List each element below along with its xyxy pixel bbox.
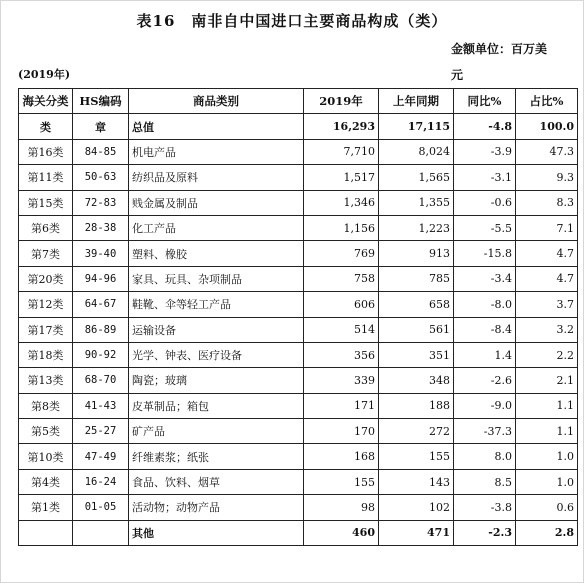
value-yoy: -3.1 — [454, 165, 516, 190]
table-row — [19, 139, 578, 164]
hs-code: 90-92 — [73, 342, 129, 367]
total-col1: 类 — [19, 114, 73, 139]
category-name: 鞋靴、伞等轻工产品 — [129, 292, 304, 317]
value-prev: 1,223 — [379, 215, 454, 240]
other-category: 其他 — [129, 520, 304, 545]
class-code: 第20类 — [19, 266, 73, 291]
value-share: 4.7 — [516, 266, 578, 291]
value-yoy: -9.0 — [454, 393, 516, 418]
hs-code: 01-05 — [73, 495, 129, 520]
hs-code: 68-70 — [73, 368, 129, 393]
header-category: 商品类别 — [129, 89, 304, 114]
value-yoy: -3.8 — [454, 495, 516, 520]
value-2019: 155 — [304, 469, 379, 494]
header-yoy: 同比% — [454, 89, 516, 114]
value-share: 9.3 — [516, 165, 578, 190]
category-name: 活动物；动物产品 — [129, 495, 304, 520]
value-share: 1.1 — [516, 419, 578, 444]
total-prev: 17,115 — [379, 114, 454, 139]
total-row — [19, 114, 578, 139]
class-code: 第15类 — [19, 190, 73, 215]
category-name: 陶瓷；玻璃 — [129, 368, 304, 393]
category-name: 矿产品 — [129, 419, 304, 444]
table-row — [19, 292, 578, 317]
table-row — [19, 495, 578, 520]
category-name: 贱金属及制品 — [129, 190, 304, 215]
value-prev: 913 — [379, 241, 454, 266]
value-2019: 758 — [304, 266, 379, 291]
value-2019: 1,517 — [304, 165, 379, 190]
value-prev: 561 — [379, 317, 454, 342]
value-2019: 168 — [304, 444, 379, 469]
value-prev: 188 — [379, 393, 454, 418]
other-hs — [73, 520, 129, 545]
other-2019: 460 — [304, 520, 379, 545]
value-prev: 1,565 — [379, 165, 454, 190]
value-yoy: -3.9 — [454, 139, 516, 164]
class-code: 第1类 — [19, 495, 73, 520]
hs-code: 25-27 — [73, 419, 129, 444]
value-2019: 1,346 — [304, 190, 379, 215]
value-share: 3.2 — [516, 317, 578, 342]
hs-code: 41-43 — [73, 393, 129, 418]
value-share: 3.7 — [516, 292, 578, 317]
value-share: 0.6 — [516, 495, 578, 520]
hs-code: 64-67 — [73, 292, 129, 317]
class-code: 第10类 — [19, 444, 73, 469]
category-name: 纤维素浆；纸张 — [129, 444, 304, 469]
header-2019: 2019年 — [304, 89, 379, 114]
table-row — [19, 215, 578, 240]
class-code: 第13类 — [19, 368, 73, 393]
value-share: 7.1 — [516, 215, 578, 240]
table-row — [19, 190, 578, 215]
value-prev: 351 — [379, 342, 454, 367]
value-yoy: 1.4 — [454, 342, 516, 367]
category-name: 光学、钟表、医疗设备 — [129, 342, 304, 367]
value-prev: 348 — [379, 368, 454, 393]
header-share: 占比% — [516, 89, 578, 114]
value-yoy: 8.5 — [454, 469, 516, 494]
value-share: 1.1 — [516, 393, 578, 418]
value-share: 2.1 — [516, 368, 578, 393]
table-row — [19, 165, 578, 190]
value-yoy: -15.8 — [454, 241, 516, 266]
value-2019: 171 — [304, 393, 379, 418]
category-name: 运输设备 — [129, 317, 304, 342]
value-prev: 1,355 — [379, 190, 454, 215]
total-col2: 章 — [73, 114, 129, 139]
category-name: 塑料、橡胶 — [129, 241, 304, 266]
total-2019: 16,293 — [304, 114, 379, 139]
value-prev: 143 — [379, 469, 454, 494]
unit-label-continued: 元 — [451, 68, 464, 82]
other-class — [19, 520, 73, 545]
value-prev: 102 — [379, 495, 454, 520]
hs-code: 84-85 — [73, 139, 129, 164]
value-share: 8.3 — [516, 190, 578, 215]
value-2019: 606 — [304, 292, 379, 317]
value-share: 4.7 — [516, 241, 578, 266]
other-prev: 471 — [379, 520, 454, 545]
class-code: 第16类 — [19, 139, 73, 164]
value-2019: 514 — [304, 317, 379, 342]
value-2019: 7,710 — [304, 139, 379, 164]
value-share: 47.3 — [516, 139, 578, 164]
hs-code: 39-40 — [73, 241, 129, 266]
class-code: 第5类 — [19, 419, 73, 444]
hs-code: 16-24 — [73, 469, 129, 494]
value-yoy: -8.4 — [454, 317, 516, 342]
class-code: 第12类 — [19, 292, 73, 317]
value-2019: 170 — [304, 419, 379, 444]
class-code: 第6类 — [19, 215, 73, 240]
class-code: 第4类 — [19, 469, 73, 494]
year-label: (2019年) — [18, 68, 71, 81]
value-yoy: -3.4 — [454, 266, 516, 291]
other-yoy: -2.3 — [454, 520, 516, 545]
hs-code: 86-89 — [73, 317, 129, 342]
table-row — [19, 317, 578, 342]
total-category: 总值 — [129, 114, 304, 139]
class-code: 第18类 — [19, 342, 73, 367]
other-row — [19, 520, 578, 545]
value-share: 2.2 — [516, 342, 578, 367]
value-share: 1.0 — [516, 444, 578, 469]
value-2019: 1,156 — [304, 215, 379, 240]
table-title: 表16 南非自中国进口主要商品构成（类） — [136, 12, 448, 30]
value-2019: 356 — [304, 342, 379, 367]
table-row — [19, 469, 578, 494]
value-prev: 785 — [379, 266, 454, 291]
hs-code: 72-83 — [73, 190, 129, 215]
hs-code: 28-38 — [73, 215, 129, 240]
value-prev: 272 — [379, 419, 454, 444]
value-prev: 155 — [379, 444, 454, 469]
header-customs-class: 海关分类 — [19, 89, 73, 114]
table-row — [19, 393, 578, 418]
header-row — [19, 89, 578, 114]
hs-code: 94-96 — [73, 266, 129, 291]
table-row — [19, 266, 578, 291]
value-yoy: -8.0 — [454, 292, 516, 317]
header-hs-code: HS编码 — [73, 89, 129, 114]
class-code: 第7类 — [19, 241, 73, 266]
value-prev: 658 — [379, 292, 454, 317]
category-name: 食品、饮料、烟草 — [129, 469, 304, 494]
value-2019: 769 — [304, 241, 379, 266]
value-prev: 8,024 — [379, 139, 454, 164]
table-row — [19, 444, 578, 469]
category-name: 机电产品 — [129, 139, 304, 164]
value-yoy: -2.6 — [454, 368, 516, 393]
unit-label: 金额单位：百万美 — [451, 42, 548, 56]
table-row — [19, 368, 578, 393]
table-row — [19, 342, 578, 367]
value-yoy: -5.5 — [454, 215, 516, 240]
value-2019: 339 — [304, 368, 379, 393]
value-yoy: 8.0 — [454, 444, 516, 469]
value-2019: 98 — [304, 495, 379, 520]
table-row — [19, 241, 578, 266]
class-code: 第11类 — [19, 165, 73, 190]
hs-code: 47-49 — [73, 444, 129, 469]
total-yoy: -4.8 — [454, 114, 516, 139]
value-yoy: -37.3 — [454, 419, 516, 444]
category-name: 纺织品及原料 — [129, 165, 304, 190]
category-name: 皮革制品；箱包 — [129, 393, 304, 418]
class-code: 第8类 — [19, 393, 73, 418]
value-yoy: -0.6 — [454, 190, 516, 215]
table-row — [19, 419, 578, 444]
total-share: 100.0 — [516, 114, 578, 139]
category-name: 家具、玩具、杂项制品 — [129, 266, 304, 291]
import-composition-table — [18, 88, 578, 546]
class-code: 第17类 — [19, 317, 73, 342]
other-share: 2.8 — [516, 520, 578, 545]
header-prev-period: 上年同期 — [379, 89, 454, 114]
value-share: 1.0 — [516, 469, 578, 494]
hs-code: 50-63 — [73, 165, 129, 190]
category-name: 化工产品 — [129, 215, 304, 240]
